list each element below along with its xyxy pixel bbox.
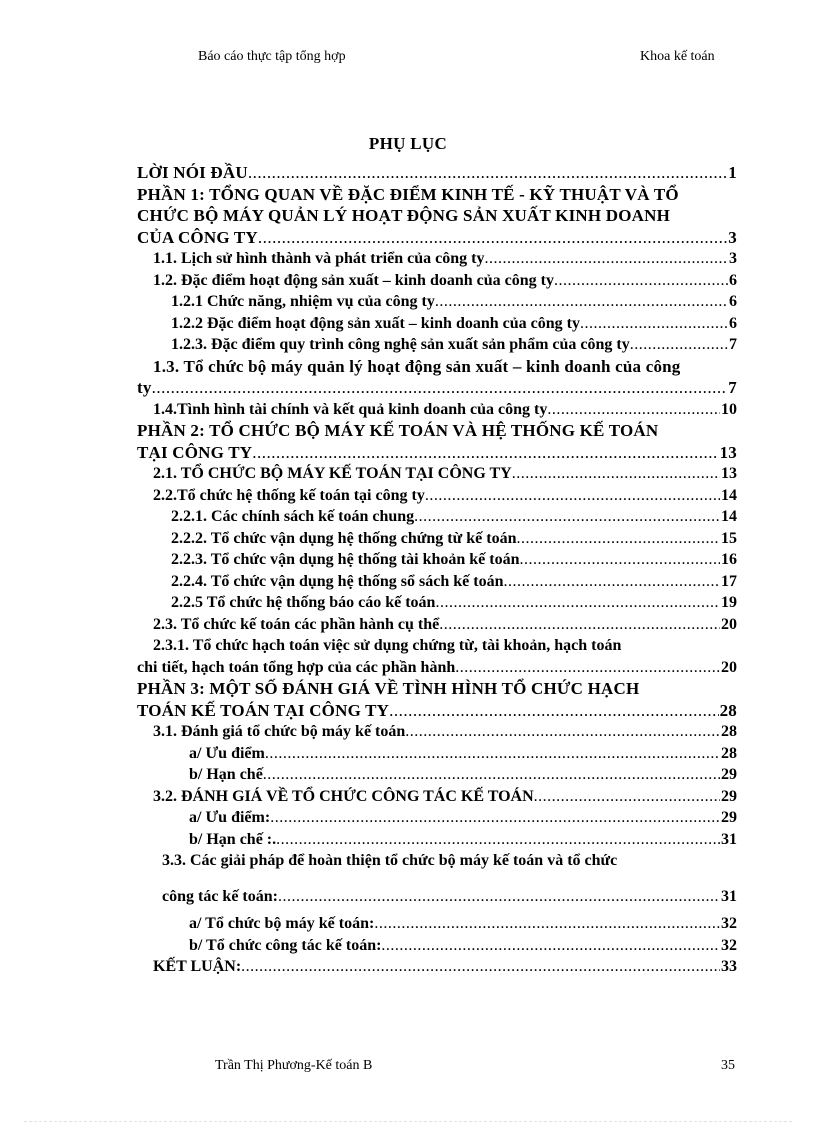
toc-entry xyxy=(137,291,737,313)
dot-leader xyxy=(381,935,720,957)
toc-entry-title: 2.3. Tổ chức kế toán các phần hành cụ thể xyxy=(153,615,440,633)
toc-entry-row xyxy=(137,743,737,765)
toc-entry xyxy=(137,528,737,550)
dot-leader xyxy=(516,528,720,550)
dot-leader xyxy=(455,657,720,679)
dot-leader xyxy=(263,764,720,786)
toc-entry-title: TOÁN KẾ TOÁN TẠI CÔNG TY xyxy=(137,700,390,720)
toc-entry xyxy=(137,829,737,851)
toc-entry-title: 2.2.2. Tổ chức vận dụng hệ thống chứng từ kế toán xyxy=(171,529,517,547)
toc-entry-row xyxy=(137,162,737,184)
toc-entry xyxy=(137,184,737,249)
toc-entry xyxy=(137,935,737,957)
dot-leader xyxy=(547,399,720,421)
dot-leader xyxy=(414,506,720,528)
toc-entry-row xyxy=(137,227,737,249)
toc-entry-title: 1.2.1 Chức năng, nhiệm vụ của công ty xyxy=(171,293,435,310)
toc-entry-row xyxy=(137,442,737,464)
toc-entry-row xyxy=(137,935,737,957)
toc-page-number: 29 xyxy=(721,787,737,805)
toc-entry-row xyxy=(137,614,737,636)
toc-entry xyxy=(137,956,737,978)
toc-entry-title: 1.4.Tình hình tài chính và kết quả kinh doanh của công ty xyxy=(153,400,548,418)
dot-leader xyxy=(405,721,720,743)
toc-entry xyxy=(137,506,737,528)
toc-entry-line: 3.3. Các giải pháp để hoàn thiện tổ chức bộ máy kế toán và tổ chức xyxy=(162,852,618,869)
toc-entry xyxy=(137,549,737,571)
toc-entry-row xyxy=(137,485,737,507)
toc-entry-title: b/ Hạn chế :. xyxy=(189,830,277,848)
toc-page-number: 6 xyxy=(729,314,737,332)
toc-entry-row xyxy=(137,886,737,908)
toc-entry-title: a/ Tổ chức bộ máy kế toán: xyxy=(189,915,375,932)
toc-entry-row xyxy=(137,956,737,978)
toc-page-number: 20 xyxy=(721,658,737,676)
toc-page-number: 32 xyxy=(721,915,737,932)
toc-entry-title: 3.1. Đánh giá tổ chức bộ máy kế toán xyxy=(153,723,406,740)
toc-entry-line: PHẦN 3: MỘT SỐ ĐÁNH GIÁ VỀ TÌNH HÌNH TỔ CHỨC HẠCH xyxy=(137,679,640,698)
toc-entry xyxy=(137,635,737,678)
toc-entry-row xyxy=(137,764,737,786)
toc-page-number: 19 xyxy=(721,594,737,611)
toc-entry xyxy=(137,162,737,184)
toc-entry-row xyxy=(137,592,737,614)
toc-page-number: 20 xyxy=(721,615,737,633)
toc-page-number: 31 xyxy=(721,887,737,905)
toc-page-number: 1 xyxy=(728,163,737,182)
toc-entry-title: b/ Hạn chế xyxy=(189,766,263,783)
dot-leader xyxy=(152,377,728,399)
dot-leader xyxy=(389,700,718,722)
toc-page-number: 32 xyxy=(721,936,737,954)
toc-page-number: 6 xyxy=(729,271,737,289)
toc-entry xyxy=(137,485,737,507)
toc-entry-row xyxy=(137,786,737,808)
footer-page-number: 35 xyxy=(721,1058,735,1073)
toc-entry-row xyxy=(137,506,737,528)
toc-entry-row xyxy=(137,528,737,550)
toc-entry-title: 2.2.1. Các chính sách kế toán chung xyxy=(171,508,415,525)
toc-entry xyxy=(137,399,737,421)
toc-entry-title: 2.2.4. Tổ chức vận dụng hệ thống sổ sách kế toán xyxy=(171,572,504,590)
toc-entry-row xyxy=(137,549,737,571)
toc-entry-title: CỦA CÔNG TY xyxy=(137,227,258,247)
toc-entry-row xyxy=(137,829,737,851)
toc-entry xyxy=(137,356,737,399)
toc-page-number: 16 xyxy=(721,551,737,568)
toc-entry xyxy=(137,313,737,335)
header-left: Báo cáo thực tập tổng hợp xyxy=(198,49,346,64)
toc-entry xyxy=(137,764,737,786)
toc-entry-title: a/ Ưu điểm: xyxy=(189,809,271,826)
dot-leader xyxy=(439,614,720,636)
toc-entry-line: PHẦN 1: TỔNG QUAN VỀ ĐẶC ĐIỂM KINH TẾ - KỸ THUẬT VÀ TỔ xyxy=(137,184,679,204)
dot-leader xyxy=(484,248,728,270)
toc-entry xyxy=(137,850,737,907)
toc-page-number: 13 xyxy=(721,465,737,482)
toc-entry-row xyxy=(137,571,737,593)
toc-entry xyxy=(137,248,737,270)
toc-entry-title: 2.2.5 Tổ chức hệ thống báo cáo kế toán xyxy=(171,594,436,611)
toc-entry-title: 2.1. TỔ CHỨC BỘ MÁY KẾ TOÁN TẠI CÔNG TY xyxy=(153,465,512,482)
toc-entry xyxy=(137,678,737,721)
dot-leader xyxy=(270,807,720,829)
toc-entry-title: 2.2.3. Tổ chức vận dụng hệ thống tài khoản kế toán xyxy=(171,551,520,568)
dot-leader xyxy=(258,227,727,249)
toc-page-number: 28 xyxy=(721,744,737,762)
toc-entry-title: 3.2. ĐÁNH GIÁ VỀ TỔ CHỨC CÔNG TÁC KẾ TOÁN xyxy=(153,787,534,805)
toc-entry-line: PHẦN 2: TỔ CHỨC BỘ MÁY KẾ TOÁN VÀ HỆ THỐNG KẾ TOÁN xyxy=(137,421,659,440)
toc-page-number: 33 xyxy=(721,958,737,975)
page-bottom-border xyxy=(24,1121,792,1122)
dot-leader xyxy=(265,743,720,765)
toc-entry-title: LỜI NÓI ĐẦU xyxy=(137,163,248,182)
dot-leader xyxy=(512,463,720,485)
toc-entry-title: KẾT LUẬN: xyxy=(153,958,242,975)
toc-entry-row xyxy=(137,721,737,743)
toc-entry xyxy=(137,571,737,593)
toc-entry-row xyxy=(137,313,737,335)
toc-entry xyxy=(137,270,737,292)
dot-leader xyxy=(248,162,727,184)
toc-page-number: 17 xyxy=(721,572,737,590)
toc-page-number: 13 xyxy=(719,442,737,462)
dot-leader xyxy=(425,485,720,507)
dot-leader xyxy=(276,829,720,851)
toc-page-number: 7 xyxy=(729,336,737,353)
table-of-contents xyxy=(137,162,737,978)
toc-page-number: 15 xyxy=(721,529,737,547)
header-right: Khoa kế toán xyxy=(640,49,715,64)
dot-leader xyxy=(278,886,720,908)
toc-page-number: 28 xyxy=(721,723,737,740)
toc-page-number: 31 xyxy=(721,830,737,848)
toc-entry-row xyxy=(137,399,737,421)
toc-entry-line: 2.3.1. Tổ chức hạch toán việc sử dụng chứng từ, tài khoản, hạch toán xyxy=(153,637,622,654)
dot-leader xyxy=(534,786,720,808)
toc-page-number: 14 xyxy=(721,486,737,504)
toc-entry xyxy=(137,614,737,636)
toc-entry xyxy=(137,420,737,463)
toc-entry-title: 1.2.3. Đặc điểm quy trình công nghệ sản xuất sản phẩm của công ty xyxy=(171,336,630,353)
toc-page-number: 29 xyxy=(721,766,737,783)
dot-leader xyxy=(252,442,718,464)
dot-leader xyxy=(374,913,720,935)
toc-entry-row xyxy=(137,657,737,679)
toc-page-number: 14 xyxy=(721,508,737,525)
toc-entry-title: ty xyxy=(137,378,152,397)
toc-entry-row xyxy=(137,463,737,485)
toc-entry xyxy=(137,463,737,485)
toc-entry-title: công tác kế toán: xyxy=(162,887,278,905)
toc-entry xyxy=(137,334,737,356)
toc-entry-row xyxy=(137,248,737,270)
dot-leader xyxy=(435,291,728,313)
toc-entry-row xyxy=(137,291,737,313)
toc-page-number: 6 xyxy=(729,293,737,310)
toc-entry-title: 2.2.Tổ chức hệ thống kế toán tại công ty xyxy=(153,486,425,504)
toc-entry xyxy=(137,743,737,765)
dot-leader xyxy=(520,549,721,571)
toc-entry xyxy=(137,786,737,808)
dot-leader xyxy=(435,592,720,614)
toc-entry-row xyxy=(137,270,737,292)
dot-leader xyxy=(241,956,720,978)
toc-page-number: 28 xyxy=(719,700,737,720)
toc-page-number: 10 xyxy=(721,400,737,418)
toc-entry-title: 1.1. Lịch sử hình thành và phát triển của công ty xyxy=(153,250,485,267)
dot-leader xyxy=(554,270,728,292)
page-title: PHỤ LỤC xyxy=(368,134,448,153)
toc-page-number: 29 xyxy=(721,809,737,826)
toc-entry-line: 1.3. Tổ chức bộ máy quản lý hoạt động sản xuất – kinh doanh của công xyxy=(153,356,681,376)
toc-entry-title: chi tiết, hạch toán tổng hợp của các phần hành xyxy=(137,658,456,676)
toc-entry-title: 1.2.2 Đặc điểm hoạt động sản xuất – kinh doanh của công ty xyxy=(171,314,580,332)
toc-entry-title: b/ Tổ chức công tác kế toán: xyxy=(189,936,382,954)
toc-entry-title: 1.2. Đặc điểm hoạt động sản xuất – kinh doanh của công ty xyxy=(153,271,554,289)
toc-entry xyxy=(137,807,737,829)
toc-entry-line: CHỨC BỘ MÁY QUẢN LÝ HOẠT ĐỘNG SẢN XUẤT KINH DOANH xyxy=(137,206,671,225)
toc-entry-title: TẠI CÔNG TY xyxy=(137,442,253,462)
toc-entry-row xyxy=(137,807,737,829)
toc-entry-title: a/ Ưu điểm xyxy=(189,744,265,762)
dot-leader xyxy=(580,313,728,335)
toc-entry xyxy=(137,913,737,935)
toc-entry-row xyxy=(137,913,737,935)
toc-entry xyxy=(137,592,737,614)
toc-entry xyxy=(137,721,737,743)
toc-entry-row xyxy=(137,700,737,722)
toc-entry-row xyxy=(137,334,737,356)
dot-leader xyxy=(630,334,728,356)
toc-page-number: 3 xyxy=(729,250,737,267)
toc-entry-row xyxy=(137,377,737,399)
toc-page-number: 7 xyxy=(728,378,737,397)
footer-author: Trần Thị Phương-Kế toán B xyxy=(215,1058,373,1073)
dot-leader xyxy=(503,571,720,593)
toc-page-number: 3 xyxy=(728,227,737,247)
